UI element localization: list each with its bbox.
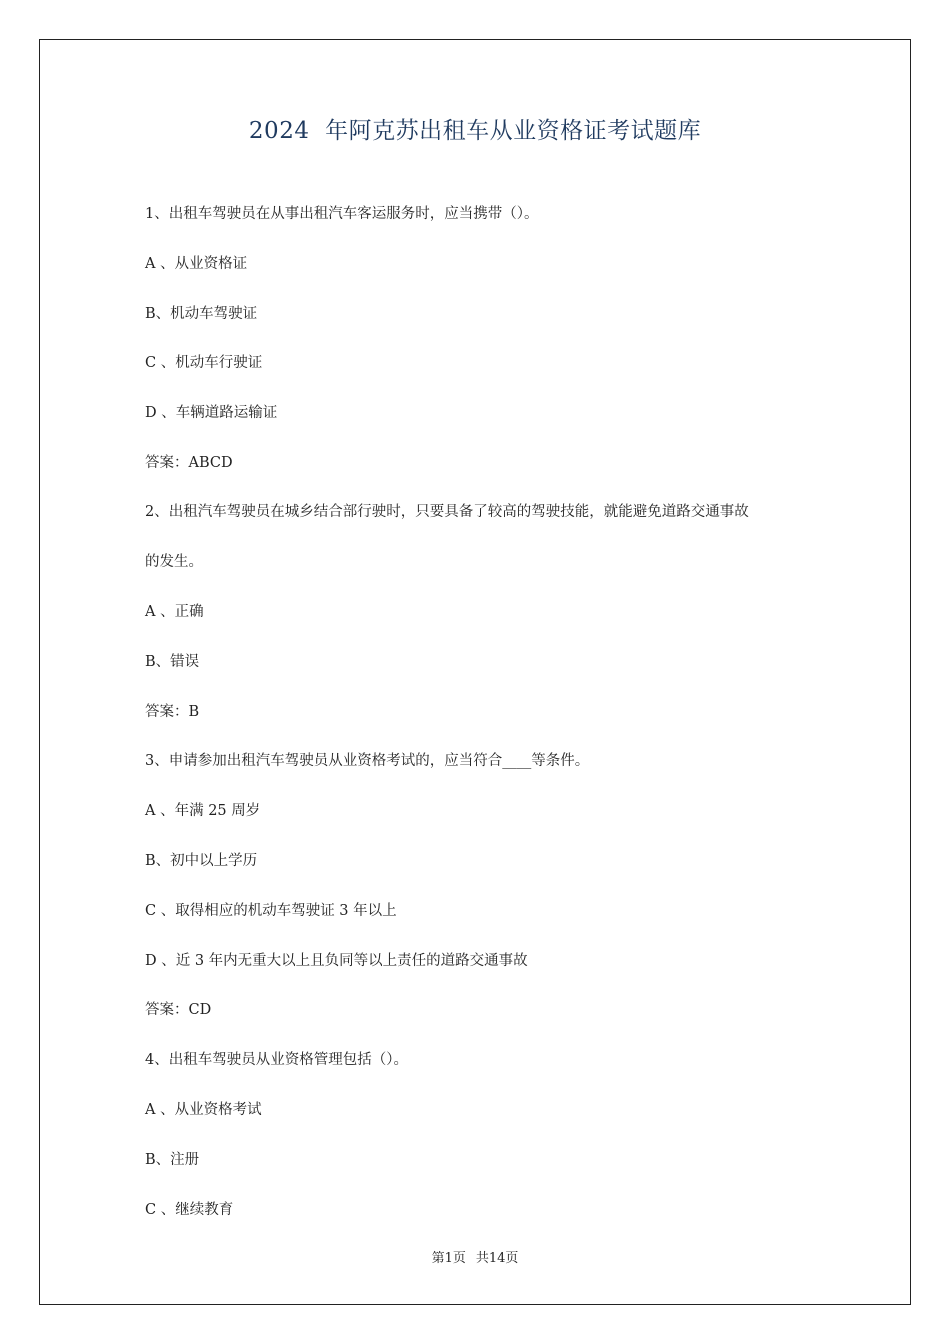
question-1-option-b: B、机动车驾驶证 xyxy=(145,306,258,322)
question-3-text: 3、申请参加出租汽车驾驶员从业资格考试的，应当符合____等条件。 xyxy=(145,753,590,769)
question-2-text: 2、出租汽车驾驶员在城乡结合部行驶时，只要具备了较高的驾驶技能，就能避免道路交通事故 xyxy=(145,504,749,520)
question-3-option-b: B、初中以上学历 xyxy=(145,853,258,869)
question-2-option-a: A 、正确 xyxy=(145,604,204,620)
question-4-option-b: B、注册 xyxy=(145,1152,200,1168)
question-4-option-a: A 、从业资格考试 xyxy=(145,1102,262,1118)
question-3-option-d: D 、近 3 年内无重大以上且负同等以上责任的道路交通事故 xyxy=(145,953,528,969)
page-footer xyxy=(0,1247,950,1266)
question-2-answer: 答案：B xyxy=(145,704,200,720)
question-2-option-b: B、错误 xyxy=(145,654,200,670)
question-3-answer: 答案：CD xyxy=(145,1002,212,1018)
question-1-option-c: C 、机动车行驶证 xyxy=(145,355,263,371)
question-3-option-a: A 、年满 25 周岁 xyxy=(145,803,261,819)
page-total: 共14页 xyxy=(475,1251,519,1266)
question-1-option-d: D 、车辆道路运输证 xyxy=(145,405,278,421)
question-4-option-c: C 、继续教育 xyxy=(145,1202,234,1218)
question-4-text: 4、出租车驾驶员从业资格管理包括（）。 xyxy=(145,1052,408,1068)
question-3-option-c: C 、取得相应的机动车驾驶证 3 年以上 xyxy=(145,903,397,919)
question-1-text: 1、出租车驾驶员在从事出租汽车客运服务时，应当携带（）。 xyxy=(145,206,539,222)
question-2-text-continued: 的发生。 xyxy=(145,554,203,570)
document-title: 2024 年阿克苏出租车从业资格证考试题库 xyxy=(248,118,702,144)
question-1-answer: 答案：ABCD xyxy=(145,455,233,471)
page-number: 第1页 xyxy=(431,1251,466,1266)
question-1-option-a: A 、从业资格证 xyxy=(145,256,248,272)
